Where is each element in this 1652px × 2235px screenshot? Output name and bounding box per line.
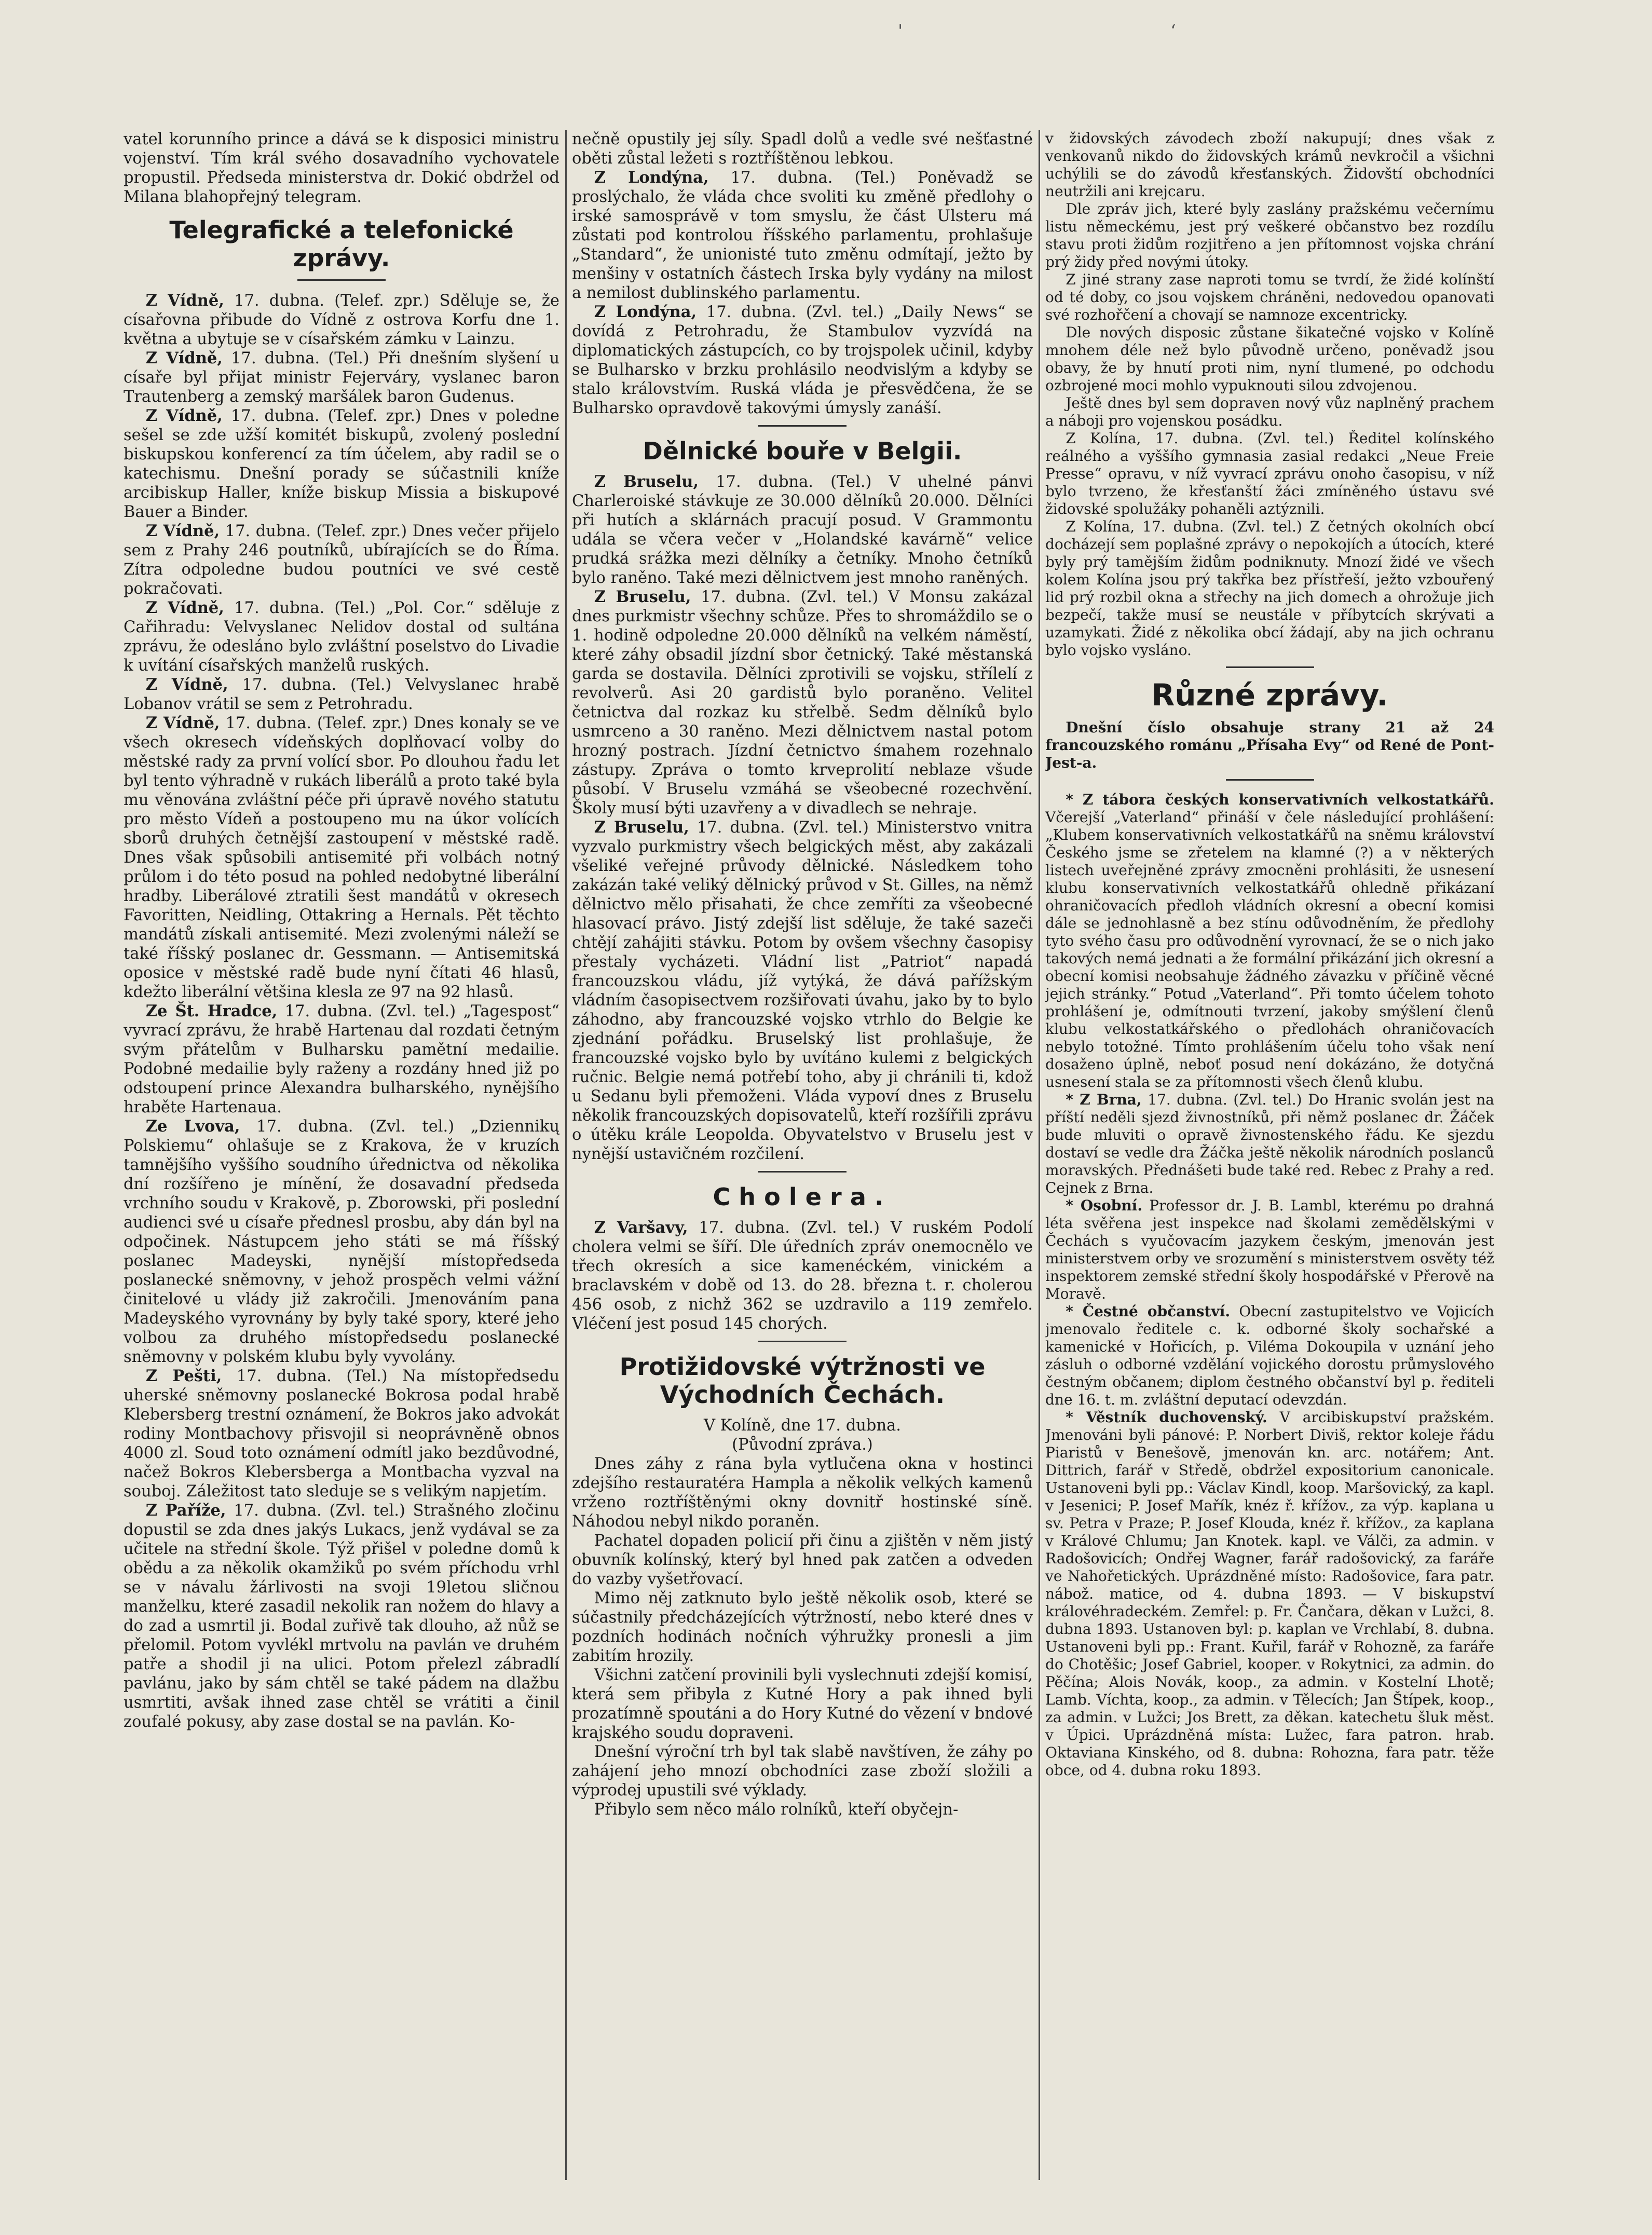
dateline: Z Vídně,	[145, 406, 223, 425]
news-item	[572, 303, 1033, 418]
paragraph: Dnešní výroční trh byl tak slabě navštíven, že záhy po zahájení jeho mnozí obchodníci zase zboží složili a výprodej upustili své výklady.	[572, 1743, 1033, 1800]
news-text: Včerejší „Vaterland“ přináší v čele následující prohlášení: „Klubem konservativních velkostatkářů na sněmu království Českého jsme se zřetelem na klamné (?) a v některých listech uveřejněné zprávy zmocněni prohlásiti, že usnesení klubu konservativních velkostatkářů ohledně přikázaní ohraničovacích předloh vládních okresní a obecní komisi dále se jednohlasně a bez stínu odůvodněním, že předlohy tyto svého času pro odůvodnění vyrovnací, že se o nich jako takových nemá jednati a že formální přikázání jich okresní a obecní komisi neobsahuje žádného závazku v příčině věcné jejich stránky.“ Potud „Vaterland“. Při tomto účelem tohoto prohlášení je, odmítnouti tvrzení, jakoby smýšlení členů klubu velkostatkářského o předlohách ohraničovacích nebylo totožné. Tímto prohlášením účelu toho však není dosaženo úplně, neboť posud není dokázáno, že dotyčná usnesení stala se za přítomnosti všech členů klubu.	[1045, 809, 1494, 1091]
divider	[758, 1341, 847, 1342]
paragraph: Dle nových disposic zůstane šikatečné vojsko v Kolíně mnohem déle než bylo původně určeno, poněvadž jsou obavy, že by hnutí proti nim, nyní tlumené, po odchodu ozbrojené moci mohlo vypuknouti silou zdvojenou.	[1045, 324, 1494, 394]
lead-paragraph: v židovských závodech zboží nakupují; dnes však z venkovanů nikdo do židovských krámů nevkročil a všichni uchýlili se do závodů křesťanských. Židovští obchodníci neutržili ani krejcaru.	[1045, 130, 1494, 200]
news-item	[572, 818, 1033, 1164]
column-rule	[1039, 130, 1040, 2180]
page-edge-mark: '	[898, 21, 903, 42]
section-heading: Cholera.	[713, 1183, 892, 1211]
item-title: * Z Brna,	[1066, 1091, 1142, 1108]
news-item	[572, 1218, 1033, 1333]
dateline: Z Bruselu,	[594, 472, 699, 491]
dateline: Ze Lvova,	[145, 1117, 240, 1136]
paragraph: Z jiné strany zase naproti tomu se tvrdí, že židé kolínští od té doby, co jsou vojskem chráněni, nedovedou opanovati své rozhořčení a chovají se namnoze excentricky.	[1045, 271, 1494, 323]
news-item	[124, 291, 559, 349]
source-note: (Původní zpráva.)	[732, 1436, 873, 1454]
news-text: 17. dubna. (Tel.) Při dnešním slyšení u císaře byl přijat ministr Fejerváry, vyslanec baron Trautenberg a zemský maršálek baron Gudenus.	[124, 349, 559, 406]
news-text: V arcibiskupství pražském. Jmenováni byli pánové: P. Norbert Diviš, rektor koleje řádu Piaristů v Benešově, jmenován kn. arc. notářem; Ant. Dittrich, farář v Středě, obdržel expositorium canonicale. Ustanoveni byli pp.: Václav Kindl, koop. Maršovický, za kapl. v Jesenici; P. Josef Mařík, knéz ř. křížov., za výp. kaplana u sv. Petra v Praze; P. Josef Klouda, knéz ř. křížov., za kaplana v Králové Chlumu; Jan Knotek. kapl. ve Válči, za admin. v Radošovicích; Ondřej Wagner, farář radošovický, za faráře ve Nahořetických. Uprázdněné místo: Radošovice, fara patr. nábož. matice, od 4. dubna 1893. — V biskupství královéhradeckém. Zemřel: p. Fr. Čančara, děkan v Lužci, 8. dubna 1893. Ustanoven byl: p. kaplan ve Vrchlabí, 8. dubna. Ustanoveni byli pp.: Frant. Kuřil, farář v Rohozně, za faráře do Chotěšic; Josef Gabriel, kooper. v Rokytnici, za admin. do Pěčína; Alois Novák, koop., za admin. v Kostelní Lhotě; Lamb. Víchta, koop., za admin. v Tělecích; Jan Štípek, koop., za admin. v Lužci; Jos Brett, za děkan. katechetu šluk měst. v Úpici. Uprázdněná místa: Lužec, fara patron. hrab. Oktaviana Kinského, od 8. dubna: Rohozna, fara patr. těže obce, od 4. dubna roku 1893.	[1045, 1409, 1494, 1779]
news-item	[1045, 1303, 1494, 1409]
dateline: Z Vídně,	[145, 675, 228, 694]
news-item	[1045, 1197, 1494, 1303]
dateline: Z Londýna,	[594, 168, 709, 187]
news-text: 17. dubna. (Zvl. tel.) V Monsu zakázal dnes purkmistr všechny schůze. Přes to shromáždilo se o 1. hodině odpoledne 20.000 dělníků na velkém náměstí, které záhy obsadil jízdní sbor četnický. Také městanská garda se dostavila. Dělníci zprotivili se vojsku, střílelí z revolverů. Asi 20 gardistů bylo poraněno. Velitel četnictva dal rozkaz ku střelbě. Sedm dělníků bylo usmrceno a 30 raněno. Mezi dělnictvem nastal potom hrozný postrach. Jízdní četnictvo śmahem rozehnalo zástupy. Zpráva o tomto krveprolití neblaze všude působí. V Bruselu vzmáhá se všeobecné rozechvění. Školy musí býti uzavřeny a v divadlech se nehraje.	[572, 588, 1033, 817]
news-text: 17. dubna. (Tel.) Poněvadž se proslýchalo, že vláda chce svoliti ku změně předlohy o irské samosprávě v tom smyslu, že část Ulsteru má zůstati pod kontrolou říšského parlamentu, prohlašuje „Standard“, že unionisté tuto změnu odmítají, ježto by menšiny v ostatních částech Irska byly vydány na milost a nemilost dublinského parlamentu.	[572, 169, 1033, 302]
news-text: 17. dubna. (Tel.) Velvyslanec hrabě Lobanov vrátil se sem z Petrohradu.	[124, 676, 559, 713]
dateline: Z Varšavy,	[594, 1218, 688, 1237]
paragraph: Z Kolína, 17. dubna. (Zvl. tel.) Ředitel kolínského reálného a vyššího gymnasia zasial redakci „Neue Freie Presse“ opravu, v níž vyvrací zprávu onoho časopisu, v níž bylo tvrzeno, že křesťanští žáci zmíněného ústavu své židovské spolužáky pohaněli aztýznili.	[1045, 430, 1494, 517]
dateline: Z Pešti,	[145, 1367, 222, 1385]
section-heading: Protižidovské výtržnosti ve Východních Čechách.	[619, 1353, 986, 1409]
paragraph: Mimo něj zatknuto bylo ještě několik osob, které se súčastnily předcházejících výtržností, nebo které dnes v pozdních hodinách nočních výhružky pronesli a jim zabitím hrozily.	[572, 1589, 1033, 1665]
news-item	[124, 598, 559, 675]
paragraph: Pachatel dopaden policií při činu a zjištěn v něm jistý obuvník kolínský, který byl hned pak zatčen a odveden do vazby vyšetřovací.	[572, 1532, 1033, 1588]
news-text: 17. dubna. (Tel.) Na místopředsedu uherské sněmovny poslanecké Bokrosa podal hrabě Klebersberg trestní oznámení, že Bokros jako advokát rodiny Montbachovy přisvojil si neoprávněně obnos 4000 zl. Soud toto oznámení odmítl jako bezdůvodné, načež Bokros Klebersberga a Montbacha vyzval na souboj. Záležitost tato sleduje se s velikým napjetím.	[124, 1367, 559, 1501]
news-item	[1045, 1091, 1494, 1197]
news-text: 17. dubna. (Zvl. tel.) V ruském Podolí cholera velmi se šíří. Dle úředních zpráv onemocnělo ve třech okresích a sice kamenéckém, vinickém a braclavském v době od 13. do 28. března t. r. cholerou 456 osob, z nichž 362 se uzdravilo a 119 zemřelo. Vléčení jest posud 145 chorých.	[572, 1219, 1033, 1333]
dateline: Ze Št. Hradce,	[145, 1002, 278, 1020]
news-item	[1045, 791, 1494, 1091]
news-item	[1045, 1409, 1494, 1779]
dateline: Z Londýna,	[594, 303, 697, 321]
dateline: Z Bruselu,	[594, 818, 689, 837]
divider	[1226, 666, 1314, 668]
news-item	[124, 406, 559, 522]
news-text: 17. dubna. (Telef. zpr.) Dnes večer přijelo sem z Prahy 246 poutníků, ubírajících se do Říma. Zítra odpoledne budou poutníci ve své cestě pokračovati.	[124, 522, 559, 598]
news-item	[124, 349, 559, 406]
divider	[297, 279, 386, 281]
divider	[758, 425, 847, 427]
section-heading: Různé zprávy.	[1151, 677, 1388, 713]
item-title: * Osobní.	[1066, 1197, 1143, 1214]
news-text: 17. dubna. (Zvl. tel.) „Tagespost“ vyvrací zprávu, že hrabě Hartenau dal rozdati četným svým přátelům v Bulharsku pamětní medailie. Podobné medailie byly raženy a rozdány hned již po odstoupení prince Alexandra bulharského, nynějšího hraběte Hartenaua.	[124, 1002, 559, 1116]
paragraph: Všichni zatčení provinili byli vyslechnuti zdejší komisí, která sem přibyla z Kutné Hory a pak ihned byli prozatímně spoutáni a do Hory Kutné do vězení v bndové krajského soudu dopraveni.	[572, 1666, 1033, 1742]
paragraph: Dnes záhy z rána byla vytlučena okna v hostinci zdejšího restauratéra Hampla a několik velkých kamenů vrženo roztříštěnými okny dovnitř hostinské síně. Náhodou nebyl nikdo poraněn.	[572, 1455, 1033, 1531]
dateline: Z Paříže,	[145, 1501, 226, 1520]
column-3	[1045, 130, 1494, 2190]
item-title: * Z tábora českých konservativních velkostatkářů.	[1066, 791, 1494, 808]
paragraph: Z Kolína, 17. dubna. (Zvl. tel.) Z četných okolních obcí docházejí sem poplašné zprávy o nepokojích a útocích, které byly prý tamějším židům podniknuty. Mnozí židé ve všech kolem Kolína jsou prý takřka bez přístřeší, ježto vzbouřený lid prý rozbil okna a střechy na jich domech a ohrožuje jich bezpečí, takže musí se neustále v příbytcích skrývati a uzamykati. Židé z několika obcí žádají, aby na jich ochranu bylo vojsko vysláno.	[1045, 518, 1494, 659]
dateline: Z Vídně,	[145, 522, 220, 540]
news-item	[124, 675, 559, 714]
news-item	[124, 522, 559, 598]
dateline: Z Vídně,	[145, 349, 223, 367]
lead-paragraph: vatel korunního prince a dává se k disposici ministru vojenství. Tím král svého dosavadního vychovatele propustil. Předseda ministerstva dr. Dokić obdržel od Milana blahopřejný telegram.	[124, 130, 559, 206]
news-item	[124, 1117, 559, 1367]
divider	[1226, 779, 1314, 781]
news-text: 17. dubna. (Zvl. tel.) Do Hranic svolán jest na příští neděli sjezd živnostníků, při němž poslanec dr. Žáček bude mluviti o opravě živnostenského řádu. Ke sjezdu dostaví se vedle dra Žáčka ještě několik národních poslanců moravských. Přednášeti bude také red. Rebec z Prahy a red. Cejnek z Brna.	[1045, 1091, 1494, 1196]
news-text: 17. dubna. (Tel.) V uhelné pánvi Charleroiské stávkuje ze 30.000 dělníků 20.000. Dělníci při hutích a sklárnách pracují posud. V Grammontu udála se včera večer v „Holandské kavárně“ velice prudká srážka mezi dělníky a četníky. Mnoho četníků bylo raněno. Také mezi dělnictvem jest mnoho raněných.	[572, 473, 1033, 587]
column-rule	[565, 130, 567, 2180]
dateline: Z Bruselu,	[594, 588, 691, 606]
news-item	[124, 1002, 559, 1117]
divider	[758, 1171, 847, 1173]
dateline: V Kolíně, dne 17. dubna.	[704, 1416, 901, 1435]
lead-paragraph: nečně opustily jej síly. Spadl dolů a vedle své nešťastné oběti zůstal ležeti s roztříštěnou lebkou.	[572, 130, 1033, 168]
news-text: 17. dubna. (Telef. zpr.) Sděluje se, že císařovna přibude do Vídně z ostrova Korfu dne 1. května a ubytuje se v císařském zámku v Lainzu.	[124, 292, 559, 348]
section-heading: Telegrafické a telefonické zprávy.	[169, 216, 514, 272]
news-text: 17. dubna. (Zvl. tel.) Ministerstvo vnitra vyzvalo purkmistry všech belgických měst, aby zakázali všeliké veřejné průvody dělnické. Následkem toho zakázán také veliký dělnický průvod v St. Gilles, na němž dělnictvo mělo přisahati, že chce zemříti za všeobecné hlasovací právo. Jistý zdejší list sděluje, že také sazeči chtějí zahájiti stávku. Potom by ovšem všechny časopisy přestaly vycházeti. Vládní list „Patriot“ napadá francouzskou vládu, jíž vytýká, že dává pařížským vládním časopisectvem rozšiřovati úvahu, jako by to bylo záhodno, aby francouzské vojsko vtrhlo do Belgie ke zjednání pořádku. Bruselský list prohlašuje, že francouzské vojsko bylo by uvítáno kulemi z belgických ručnic. Belgie nemá potřebí toho, aby ji chránili ti, kdož u Sedanu byli přemoženi. Vláda vypoví dnes z Bruselu několik francouzských dopisovatelů, kteří rozšířili zprávu o útěku krále Leopolda. Obyvatelstvo v Bruselu jest v nynější ustavičném rozčilení.	[572, 819, 1033, 1163]
paragraph: Přibylo sem něco málo rolníků, kteří obyčejn-	[594, 1801, 959, 1819]
news-text: Obecní zastupitelstvo ve Vojicích jmenovalo ředitele c. k. odborné školy sochařské a kamenické v Hořicích, p. Viléma Dokoupila v uznání jeho zásluh o odborné vzdělání vojického dorostu průmyslového čestným občanem; diplom čestného občanství byl p. řediteli dne 16. t. m. zvláštní deputací odevzdán.	[1045, 1303, 1494, 1408]
news-item	[124, 1501, 559, 1732]
dateline: Z Vídně,	[145, 291, 224, 310]
news-text: 17. dubna. (Telef. zpr.) Dnes konaly se ve všech okresech vídeňských doplňovací volby do městské rady za první volící sbor. Po dlouhou řadu let byl tento výhradně v rukách liberálů a proto také byla mu věnována zvláštní péče při úpravě nového statutu pro město Vídeň a postoupeno mu na úkor volících sborů druhých četnější zastoupení v městské radě. Dnes však spůsobili antisemité při volbách notný průlom i do této posud na pohled nedobytné liberální hradby. Liberálové ztratili šest mandátů v okresech Favoritten, Neidling, Ottakring a Hernals. Pět těchto mandátů získali antisemité. Mezi zvolenými náleží se také říšský poslanec dr. Gessmann. — Antisemitská oposice v městské radě bude nyní čítati 46 hlasů, kdežto liberální většina klesla ze 97 na 92 hlasů.	[124, 714, 559, 1001]
news-item	[572, 588, 1033, 818]
news-text: 17. dubna. (Zvl. tel.) „Daily News“ se dovídá z Petrohradu, že Stambulov vyzvídá na diplomatických zástupcích, co by trojspolek učinil, kdyby se Bulharsko v brzku prohlásilo neodvislým a kdyby se stalo královstvím. Ruská vláda je přesvědčena, že se Bulharsko opravdově takovými úmysly zanáší.	[572, 303, 1033, 417]
page-edge-mark: ʻ	[1170, 21, 1176, 42]
news-text: 17. dubna. (Zvl. tel.) „Dziennikų Polskiemu“ ohlašuje se z Krakova, že v kruzích tamnějšího vyššího soudního úřednictva od několika dní rozšířeno je mínění, že dosavadní předseda vrchního soudu v Krakově, p. Zborowski, při poslední audienci své u císaře přednesl prosbu, aby dán byl na odpočinek. Nástupcem jeho státi se má říšský poslanec Madeyski, nynější místopředseda poslanecké sněmovny, v jehož prospěch velmi vážní činitelové u vlády již zakročili. Jmenováním pana Madeyského vyrovnány by byly také spory, které jeho volbou za druhého místopředsedu poslanecké sněmovny v polském klubu byly vyvolány.	[124, 1118, 559, 1366]
paragraph: Ještě dnes byl sem dopraven nový vůz naplněný prachem a náboji pro vojenskou posádku.	[1045, 394, 1494, 429]
column-1	[124, 130, 559, 2190]
news-text: 17. dubna. (Tel.) „Pol. Cor.“ sděluje z Cařihradu: Velvyslanec Nelidov dostal od sultána zprávu, že odesláno bylo zvláštní poselstvo do Livadie k uvítání císařských manželů ruských.	[124, 599, 559, 675]
news-item	[124, 1367, 559, 1501]
notice: Dnešní číslo obsahuje strany 21 až 24 francouzského románu „Přísaha Evy“ od René de Pont-Jest-a.	[1045, 719, 1494, 771]
item-title: * Věstník duchovenský.	[1066, 1409, 1267, 1426]
news-item	[124, 714, 559, 1002]
news-item	[572, 168, 1033, 303]
section-heading: Dělnické bouře v Belgii.	[643, 437, 962, 465]
news-text: 17. dubna. (Zvl. tel.) Strašného zločinu dopustil se zda dnes jakýs Lukacs, jenž vydával se za učitele na střední škole. Týž přišel v poledne domů k obědu a za několik okamžiků po svém příchodu vrhl se v návalu žárlivosti na svoji 19letou sličnou manželku, které zasadil nekolik ran nožem do hlavy a do zad a usmrtil ji. Bodal zuřivě tak dlouho, až nůž se přelomil. Potom vyvlékl mrtvolu na pavlán ve druhém patře a shodil ji na ulici. Potom přelezl zábradlí pavlánu, jako by sám chtěl se také pádem na dlažbu usmrtiti, avšak ihned zase chtěl se vrátiti a činil zoufalé pokusy, aby zase dostal se na pavlán. Ko-	[124, 1502, 559, 1731]
column-2	[572, 130, 1033, 2190]
news-text: 17. dubna. (Telef. zpr.) Dnes v poledne sešel se zde užší komitét biskupů, zvolený poslední biskupskou konferencí za tím účelem, aby radil se o katechismu. Dnešní porady se súčastnili kníže arcibiskup Haller, kníže biskup Missia a biskupové Bauer a Binder.	[124, 407, 559, 521]
dateline: Z Vídně,	[145, 714, 220, 732]
dateline: Z Vídně,	[145, 598, 224, 617]
news-text: Professor dr. J. B. Lambl, kterému po drahná léta svěřena jest inspekce nad školami zemědělskými v Čechách s vyučovacím jazykem českým, jmenován jest ministerstvem orby ve srozumění s ministerstvem osvěty též inspektorem zemské střední školy hospodářské v Přerově na Moravě.	[1045, 1197, 1494, 1302]
news-item	[572, 472, 1033, 588]
paragraph: Dle zpráv jich, které byly zaslány pražskému večernímu listu německému, jest prý veškeré občanstvo bez rozdílu stavu proti židům rozjitřeno a jen přítomnost vojska chrání prý židy před novými útoky.	[1045, 200, 1494, 270]
item-title: * Čestné občanství.	[1066, 1303, 1231, 1320]
